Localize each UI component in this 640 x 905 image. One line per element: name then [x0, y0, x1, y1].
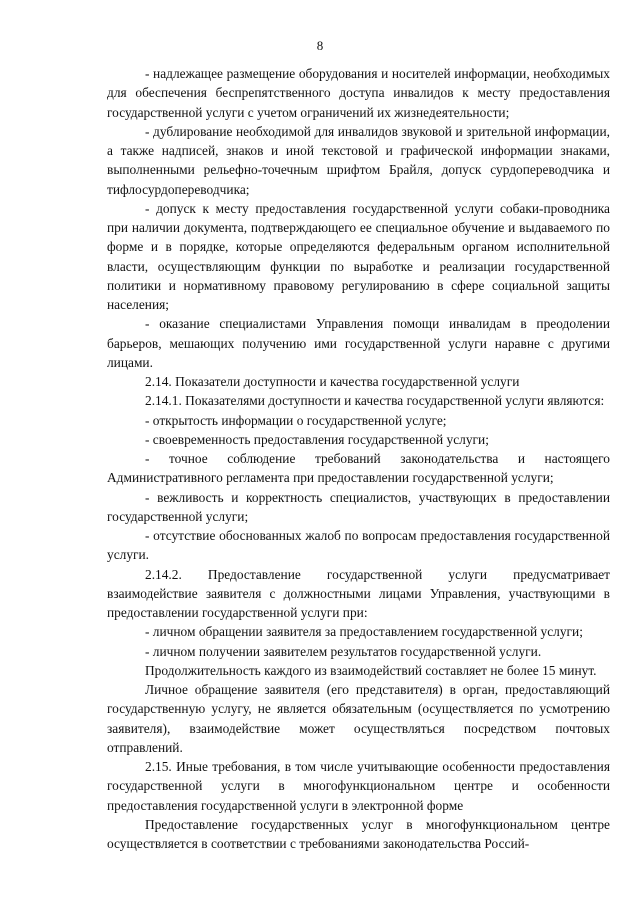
paragraph: - дублирование необходимой для инвалидов звуковой и зрительной информации, а также надписей, знаков и иной текстовой и графической информации знаками, выполненными рельефно-точечным шрифтом Брайля, допуск сурдопереводчика и тифлосурдопереводчика; — [107, 123, 610, 197]
paragraph: Продолжительность каждого из взаимодействий составляет не более 15 минут. — [145, 662, 597, 678]
paragraph: - надлежащее размещение оборудования и носителей информации, необходимых для обеспечения беспрепятственного доступа инвалидов к месту предоставления государственной услуги с учетом ограничений их жизнедеятельности; — [107, 66, 610, 120]
document-body — [107, 64, 610, 853]
paragraph: Предоставление государственных услуг в многофункциональном центре осуществляется в соответствии с требованиями законодательства Россий- — [107, 816, 610, 851]
list-item: - отсутствие обоснованных жалоб по вопросам предоставления государственной услуги. — [107, 528, 610, 563]
list-item: - открытость информации о государственной услуге; — [145, 412, 447, 428]
section-heading: 2.14. Показатели доступности и качества государственной услуги — [145, 374, 520, 389]
paragraph: 2.14.2. Предоставление государственной услуги предусматривает взаимодействие заявителя с должностными лицами Управления, участвующими в предоставлении государственной услуги при: — [107, 566, 610, 620]
list-item: - личном обращении заявителя за предоставлением государственной услуги; — [145, 624, 583, 640]
paragraph: 2.14.1. Показателями доступности и качества государственной услуги являются: — [145, 393, 605, 409]
paragraph: Личное обращение заявителя (его представителя) в орган, предоставляющий государственную услугу, не является обязательным (осуществляется по усмотрению заявителя), взаимодействие может осуществляться посредством почтовых отправлений. — [107, 682, 610, 755]
list-item: - вежливость и корректность специалистов, участвующих в предоставлении государственной услуги; — [107, 489, 610, 524]
paragraph: - оказание специалистами Управления помощи инвалидам в преодолении барьеров, мешающих получению ими государственной услуги наравне с другими лицами. — [107, 316, 610, 370]
page-number: 8 — [316, 38, 324, 53]
list-item: - точное соблюдение требований законодательства и настоящего Административного регламента при предоставлении государственной услуги; — [107, 451, 610, 486]
list-item: - своевременность предоставления государственной услуги; — [145, 431, 489, 447]
list-item: - личном получении заявителем результатов государственной услуги. — [145, 643, 542, 659]
paragraph: - допуск к месту предоставления государственной услуги собаки-проводника при наличии документа, подтверждающего ее специальное обучение и выдаваемого по форме и в порядке, которые определяются федеральным органом исполнительной власти, осуществляющим функции по выработке и реализации государственной политики и нормативному правовому регулированию в сфере социальной защиты населения; — [107, 200, 610, 312]
section-heading: 2.15. Иные требования, в том числе учитывающие особенности предоставления государственной услуги в многофункциональном центре и особенности предоставления государственной услуги в электронной форме — [107, 759, 610, 813]
